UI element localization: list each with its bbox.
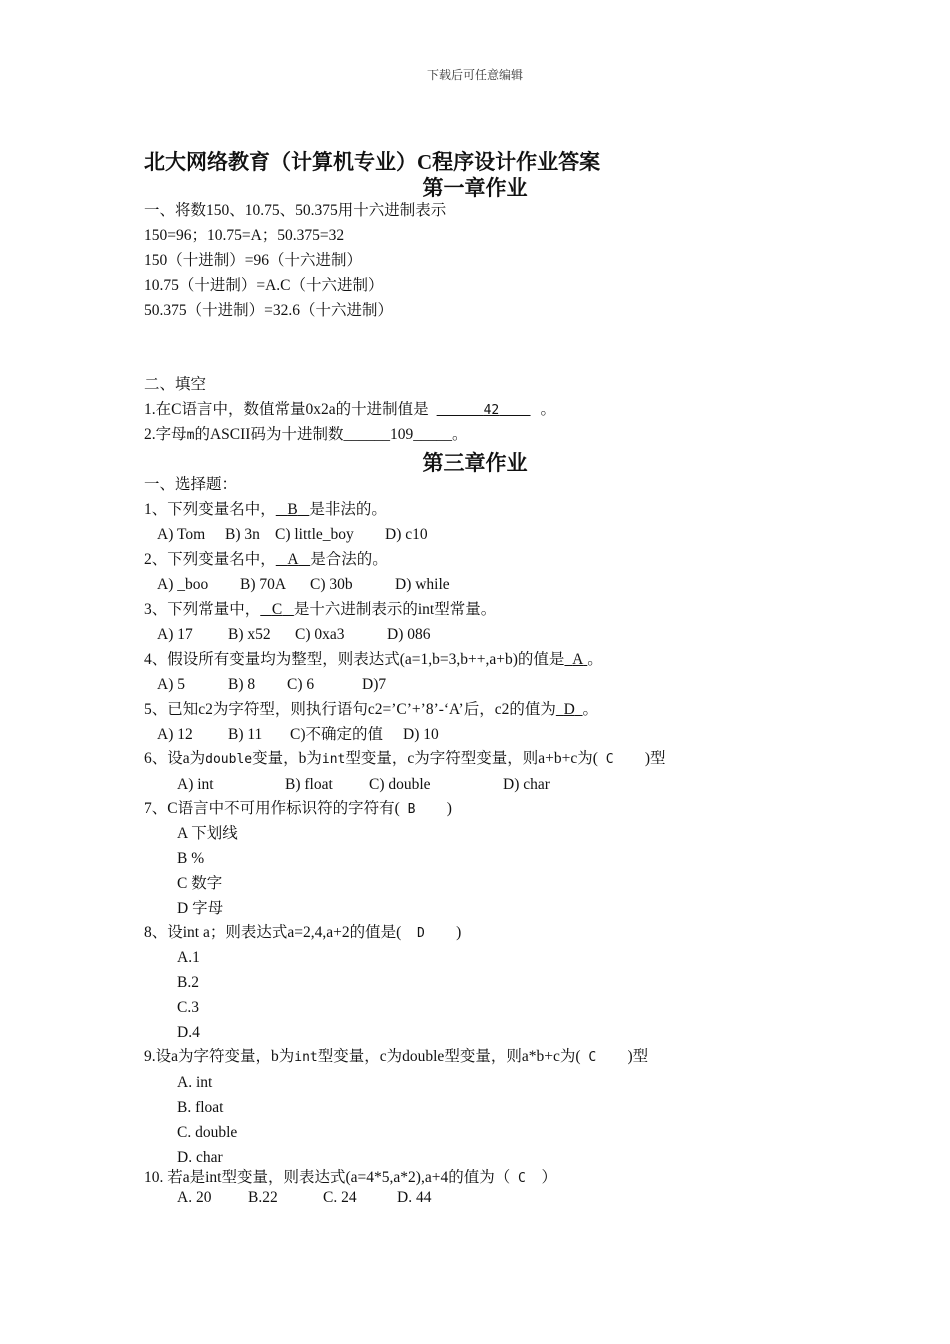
ch1-answer-line-2: 150（十进制）=96（十六进制） — [144, 252, 362, 269]
q9-part-a: 9.设a为字符变量，b为 — [144, 1048, 295, 1065]
q9-option-d: D. char — [177, 1149, 223, 1166]
q6-type-int: int — [321, 752, 346, 767]
q2-prefix: 2、下列变量名中， — [144, 551, 276, 568]
q10-suffix: ） — [541, 1169, 558, 1186]
ch3-intro: 一、选择题： — [144, 476, 238, 493]
q5-suffix: 。 — [582, 701, 599, 718]
q9-option-c: C. double — [177, 1124, 238, 1141]
ch3-question-3 — [144, 600, 496, 620]
q7-option-c: C 数字 — [177, 875, 223, 892]
fill-1-suffix: 。 — [540, 401, 557, 418]
ch1-question-2: 二、填空 — [144, 376, 207, 393]
ch1-question-1: 一、将数150、10.75、50.375用十六进制表示 — [144, 202, 447, 219]
q2-answer — [276, 551, 310, 568]
ch3-question-6 — [144, 749, 666, 770]
q8-answer — [401, 926, 456, 941]
page-header: 下载后可任意编辑 — [426, 68, 523, 82]
q10-prefix: 10. 若a是int型变量，则表达式(a=4*5,a*2),a+4的值为（ — [144, 1169, 511, 1186]
q4-answer-value: A — [572, 651, 584, 668]
q2-option-d: D) while — [395, 576, 450, 593]
q9-option-b: B. float — [177, 1099, 224, 1116]
q3-prefix: 3、下列常量中， — [144, 601, 261, 618]
q5-option-a: A) 12 — [157, 726, 193, 743]
q7-option-b: B % — [177, 850, 205, 867]
q7-prefix: 7、C语言中不可用作标识符的字符有( — [144, 800, 400, 817]
q6-option-d: D) char — [503, 776, 550, 793]
q6-option-a: A) int — [177, 776, 214, 793]
q8-option-a: A.1 — [177, 949, 200, 966]
q1-answer — [276, 501, 310, 518]
q8-option-c: C.3 — [177, 999, 199, 1016]
q10-option-c: C. 24 — [323, 1189, 357, 1206]
ch3-question-8 — [144, 923, 461, 944]
q3-option-a: A) 17 — [157, 626, 193, 643]
q5-answer-value: D — [563, 701, 575, 718]
q2-option-a: A) _boo — [157, 576, 209, 593]
q10-answer — [510, 1171, 541, 1186]
ch3-question-9 — [144, 1047, 648, 1068]
ch3-question-2 — [144, 550, 388, 570]
q5-option-d: D) 10 — [403, 726, 439, 743]
q4-option-c: C) 6 — [287, 676, 315, 693]
ch3-question-7 — [144, 799, 452, 820]
q4-option-b: B) 8 — [228, 676, 256, 693]
q5-option-c: C)不确定的值 — [290, 726, 384, 743]
q2-answer-value: A — [287, 551, 299, 568]
q7-answer-value: B — [407, 802, 416, 817]
fill-2-prefix: 2.字母 — [144, 426, 187, 443]
q4-suffix: 。 — [587, 651, 603, 668]
fill-1-prefix: 1.在C语言中，数值常量0x2a的十进制值是 — [144, 401, 429, 418]
q1-option-a: A) Tom — [157, 526, 206, 543]
fill-2-answer: ______109_____ — [343, 426, 452, 443]
ch1-answer-line-4: 50.375（十进制）=32.6（十六进制） — [144, 302, 393, 319]
ch3-question-5 — [144, 700, 598, 720]
q3-suffix: 是十六进制表示的int型常量。 — [293, 601, 497, 618]
q1-prefix: 1、下列变量名中， — [144, 501, 276, 518]
q5-prefix: 5、已知c2为字符型，则执行语句c2=’C’+’8’-‘A’后，c2的值为 — [144, 701, 556, 718]
chapter-3-heading: 第三章作业 — [422, 451, 528, 475]
q9-answer-value: C — [588, 1050, 597, 1065]
q6-part-a: 6、设a为 — [144, 750, 206, 767]
q1-option-d: D) c10 — [385, 526, 428, 543]
q6-type-double: double — [205, 752, 253, 767]
q3-answer-value: C — [271, 601, 283, 618]
q7-suffix: ) — [446, 800, 452, 817]
chapter-1-heading: 第一章作业 — [422, 176, 528, 200]
q4-option-a: A) 5 — [157, 676, 185, 693]
q1-suffix: 是非法的。 — [309, 501, 387, 518]
document-title: 北大网络教育（计算机专业）C程序设计作业答案 — [144, 150, 601, 174]
q2-option-c: C) 30b — [310, 576, 353, 593]
q9-type-int: int — [294, 1050, 318, 1065]
q6-option-b: B) float — [285, 776, 333, 793]
q10-option-a: A. 20 — [177, 1189, 212, 1206]
q7-option-d: D 字母 — [177, 900, 224, 917]
q8-option-d: D.4 — [177, 1024, 200, 1041]
q1-answer-value: B — [287, 501, 298, 518]
q6-answer-value: C — [605, 752, 614, 767]
ch3-question-4 — [144, 650, 603, 670]
q5-answer — [556, 701, 583, 718]
q6-suffix: )型 — [644, 750, 666, 767]
q7-option-a: A 下划线 — [177, 825, 238, 842]
q8-option-b: B.2 — [177, 974, 199, 991]
q8-suffix: ) — [456, 924, 462, 941]
fill-1-answer-value: 42 — [483, 403, 500, 418]
q10-option-d: D. 44 — [397, 1189, 432, 1206]
fill-1-answer — [437, 403, 531, 418]
q6-option-c: C) double — [369, 776, 431, 793]
q2-suffix: 是合法的。 — [310, 551, 388, 568]
fill-2-middle: 的ASCII码为十进制数 — [194, 426, 344, 443]
ch3-question-1 — [144, 500, 387, 520]
q3-answer — [260, 601, 294, 618]
q10-option-b: B.22 — [248, 1189, 278, 1206]
q6-part-e: 型变量，c为字符型变量，则a+b+c为( — [345, 750, 598, 767]
q4-option-d: D)7 — [362, 676, 387, 693]
q4-prefix: 4、假设所有变量均为整型，则表达式(a=1,b=3,b++,a+b)的值是 — [144, 651, 565, 668]
ch1-answer-line-1: 150=96；10.75=A；50.375=32 — [144, 227, 345, 244]
q4-answer — [564, 651, 587, 668]
q9-answer — [580, 1050, 627, 1065]
fill-2-suffix: 。 — [451, 426, 468, 443]
q9-option-a: A. int — [177, 1074, 213, 1091]
ch1-answer-line-3: 10.75（十进制）=A.C（十六进制） — [144, 277, 384, 294]
fill-2-letter: m — [186, 428, 195, 443]
q9-suffix: )型 — [627, 1048, 649, 1065]
q10-answer-value: C — [518, 1171, 526, 1186]
q6-answer — [598, 752, 645, 767]
q3-option-d: D) 086 — [387, 626, 431, 643]
q8-answer-value: D — [416, 926, 425, 941]
q3-option-c: C) 0xa3 — [295, 626, 345, 643]
q6-part-c: 变量，b为 — [252, 750, 322, 767]
q9-part-c: 型变量，c为double型变量，则a*b+c为( — [317, 1048, 581, 1065]
q1-option-b: B) 3n — [225, 526, 260, 543]
ch3-question-10 — [144, 1168, 557, 1189]
q3-option-b: B) x52 — [228, 626, 271, 643]
q5-option-b: B) 11 — [228, 726, 263, 743]
q1-option-c: C) little_boy — [275, 526, 354, 543]
q8-prefix: 8、设int a；则表达式a=2,4,a+2的值是( — [144, 924, 402, 941]
q2-option-b: B) 70A — [240, 576, 287, 593]
ch1-fill-2 — [144, 425, 467, 446]
ch1-fill-1 — [144, 400, 556, 421]
q7-answer — [400, 802, 447, 817]
